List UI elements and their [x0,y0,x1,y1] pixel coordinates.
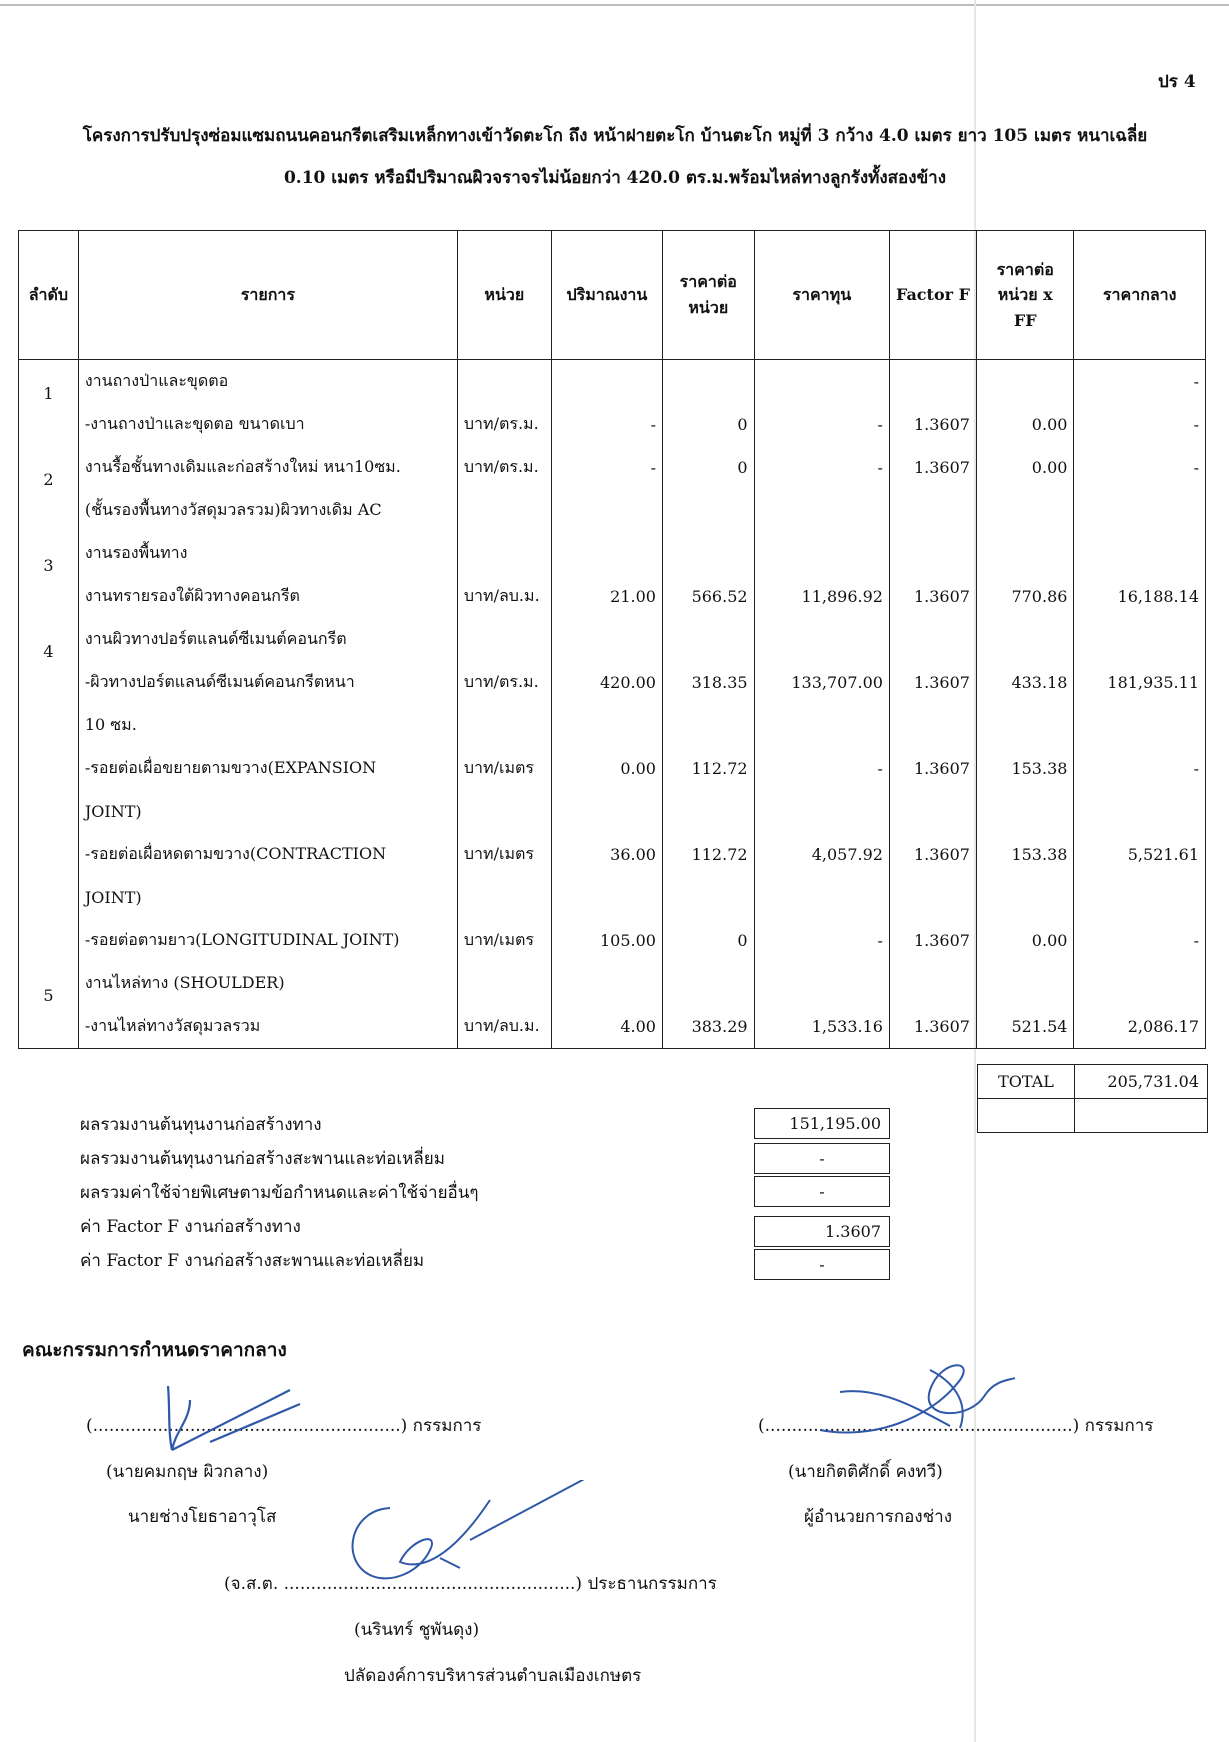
member2-signature-line: (.........................................................) กรรมการ [758,1416,1154,1436]
cell-factor [889,790,976,833]
cell-cost: 4,057.92 [754,833,889,876]
total-empty-cell [1075,1099,1208,1133]
cell-cost: - [754,403,889,446]
table-row [19,532,1206,575]
col-header-qty: ปริมาณงาน [551,231,662,360]
table-row [19,446,1206,489]
table-row [19,575,1206,618]
cell-qty [551,790,662,833]
total-value: 205,731.04 [1075,1065,1208,1099]
cell-no: 4 [19,618,79,661]
cell-qty: 36.00 [551,833,662,876]
cell-item: งานรื้อชั้นทางเดิมและก่อสร้างใหม่ หนา10ซม. [78,446,457,489]
cell-cost [754,704,889,747]
cell-ff [976,876,1073,919]
table-row [19,618,1206,661]
cell-cost: 133,707.00 [754,661,889,704]
cell-ff [976,962,1073,1005]
cell-item: -รอยต่อเผื่อขยายตามขวาง(EXPANSION [78,747,457,790]
cell-qty: - [551,403,662,446]
cell-no: 5 [19,962,79,1005]
summary-label: ค่า Factor F งานก่อสร้างสะพานและท่อเหลี่ยม [80,1251,425,1271]
cell-qty [551,962,662,1005]
cell-qty [551,704,662,747]
cell-no [19,833,79,876]
cell-item: JOINT) [78,876,457,919]
cell-price [662,790,754,833]
cell-unit: บาท/ตร.ม. [457,661,551,704]
cell-unit [457,704,551,747]
col-header-no: ลำดับ [19,231,79,360]
cell-factor [889,532,976,575]
table-row [19,704,1206,747]
summary-value: - [754,1176,890,1207]
cell-unit: บาท/ตร.ม. [457,446,551,489]
cell-cost: - [754,446,889,489]
table-row [19,360,1206,404]
cell-unit [457,790,551,833]
cell-unit: บาท/เมตร [457,919,551,962]
col-header-item: รายการ [78,231,457,360]
page-number: ปร 4 [1158,72,1196,92]
cell-ff [976,532,1073,575]
table-row [19,661,1206,704]
cell-item: 10 ซม. [78,704,457,747]
table-row [19,403,1206,446]
cell-cost [754,489,889,532]
price-table [18,230,1206,1049]
cell-qty: 0.00 [551,747,662,790]
cell-no: 1 [19,360,79,404]
cell-ff [976,790,1073,833]
cell-ff: 0.00 [976,446,1073,489]
cell-unit [457,876,551,919]
cell-unit [457,532,551,575]
cell-factor [889,360,976,404]
member1-signature-line: (.........................................................) กรรมการ [86,1416,482,1436]
cell-cost: 11,896.92 [754,575,889,618]
cell-median: 2,086.17 [1074,1005,1206,1049]
table-row [19,790,1206,833]
cell-ff: 153.38 [976,833,1073,876]
summary-label: ผลรวมงานต้นทุนงานก่อสร้างทาง [80,1115,322,1135]
cell-price [662,532,754,575]
cell-ff: 770.86 [976,575,1073,618]
summary-label: ผลรวมค่าใช้จ่ายพิเศษตามข้อกำหนดและค่าใช้จ่ายอื่นๆ [80,1183,479,1203]
cell-median [1074,962,1206,1005]
total-label: TOTAL [978,1065,1075,1099]
cell-ff: 521.54 [976,1005,1073,1049]
cell-item: JOINT) [78,790,457,833]
cell-ff [976,489,1073,532]
cell-price [662,962,754,1005]
cell-ff: 433.18 [976,661,1073,704]
cell-median: 181,935.11 [1074,661,1206,704]
cell-ff: 153.38 [976,747,1073,790]
cell-no [19,575,79,618]
cell-median: - [1074,747,1206,790]
cell-median [1074,876,1206,919]
cell-factor: 1.3607 [889,403,976,446]
col-header-cost: ราคาทุน [754,231,889,360]
signature-member2 [810,1350,1030,1440]
cell-qty: 4.00 [551,1005,662,1049]
cell-unit: บาท/ลบ.ม. [457,575,551,618]
table-row [19,1005,1206,1049]
cell-no [19,876,79,919]
document-title-line-1: โครงการปรับปรุงซ่อมแซมถนนคอนกรีตเสริมเหล็กทางเข้าวัดตะโก ถึง หน้าฝายตะโก บ้านตะโก หมู่ที่ 3 กว้าง 4.0 เมตร ยาว 105 เมตร หนาเฉลี่ย [82,126,1148,146]
cell-price: 0 [662,403,754,446]
cell-unit [457,618,551,661]
cell-median: - [1074,403,1206,446]
cell-price [662,360,754,404]
cell-qty: 105.00 [551,919,662,962]
summary-label: ผลรวมงานต้นทุนงานก่อสร้างสะพานและท่อเหลี่ยม [80,1149,445,1169]
table-row [19,919,1206,962]
cell-factor: 1.3607 [889,1005,976,1049]
cell-factor [889,489,976,532]
cell-price [662,618,754,661]
cell-no: 3 [19,532,79,575]
cell-qty: 420.00 [551,661,662,704]
cell-cost [754,790,889,833]
table-row [19,747,1206,790]
cell-item: งานผิวทางปอร์ตแลนด์ซีเมนต์คอนกรีต [78,618,457,661]
cell-factor [889,618,976,661]
cell-price: 566.52 [662,575,754,618]
cell-unit [457,489,551,532]
col-header-price-ff: ราคาต่อ หน่วย x FF [976,231,1073,360]
cell-cost [754,360,889,404]
cell-no [19,403,79,446]
total-empty-cell [978,1099,1075,1133]
member2-name: (นายกิตติศักดิ์ คงทวี) [788,1462,943,1482]
table-row [19,489,1206,532]
cell-factor [889,704,976,747]
cell-no [19,919,79,962]
cell-price [662,704,754,747]
cell-price [662,489,754,532]
cell-price [662,876,754,919]
summary-value: 1.3607 [754,1216,890,1247]
cell-unit: บาท/เมตร [457,747,551,790]
cell-median [1074,790,1206,833]
cell-item: งานทรายรองใต้ผิวทางคอนกรีต [78,575,457,618]
cell-ff: 0.00 [976,403,1073,446]
cell-price: 318.35 [662,661,754,704]
cell-unit [457,360,551,404]
cell-item: งานถางป่าและขุดตอ [78,360,457,404]
cell-qty [551,489,662,532]
cell-item: (ชั้นรองพื้นทางวัสดุมวลรวม)ผิวทางเดิม AC [78,489,457,532]
cell-price: 112.72 [662,833,754,876]
cell-cost [754,532,889,575]
cell-cost: - [754,919,889,962]
cell-qty [551,360,662,404]
cell-item: งานรองพื้นทาง [78,532,457,575]
table-row [19,833,1206,876]
summary-labels [80,1108,479,1278]
member2-position: ผู้อำนวยการกองช่าง [804,1507,953,1527]
cell-factor: 1.3607 [889,575,976,618]
cell-ff [976,618,1073,661]
cell-factor [889,962,976,1005]
cell-unit: บาท/ลบ.ม. [457,1005,551,1049]
cell-median [1074,618,1206,661]
cell-median: - [1074,446,1206,489]
cell-cost [754,962,889,1005]
document-title-line-2: 0.10 เมตร หรือมีปริมาณผิวจราจรไม่น้อยกว่า 420.0 ตร.ม.พร้อมไหล่ทางลูกรังทั้งสองข้าง [283,168,947,188]
cell-cost: - [754,747,889,790]
cell-factor: 1.3607 [889,661,976,704]
cell-cost [754,876,889,919]
cell-no [19,747,79,790]
cell-item: -รอยต่อเผื่อหดตามขวาง(CONTRACTION [78,833,457,876]
chair-position: ปลัดองค์การบริหารส่วนตำบลเมืองเกษตร [344,1666,642,1686]
cell-median: - [1074,919,1206,962]
cell-item: -งานไหล่ทางวัสดุมวลรวม [78,1005,457,1049]
signature-chair [330,1480,590,1590]
cell-qty [551,532,662,575]
col-header-unit-price: ราคาต่อ หน่วย [662,231,754,360]
cell-no [19,661,79,704]
cell-qty [551,618,662,661]
cell-no [19,1005,79,1049]
cell-no [19,704,79,747]
cell-ff: 0.00 [976,919,1073,962]
cell-unit: บาท/เมตร [457,833,551,876]
cell-median: 5,521.61 [1074,833,1206,876]
cell-qty: - [551,446,662,489]
table-body [19,360,1206,1049]
table-row [19,962,1206,1005]
summary-label: ค่า Factor F งานก่อสร้างทาง [80,1217,301,1237]
cell-median: 16,188.14 [1074,575,1206,618]
summary-value: - [754,1249,890,1280]
cell-factor: 1.3607 [889,833,976,876]
member1-position: นายช่างโยธาอาวุโส [128,1507,277,1527]
table-header-row [19,231,1206,360]
cell-factor: 1.3607 [889,747,976,790]
cell-item: -งานถางป่าและขุดตอ ขนาดเบา [78,403,457,446]
cell-no [19,790,79,833]
cell-price: 383.29 [662,1005,754,1049]
cell-qty [551,876,662,919]
total-box [977,1064,1208,1133]
cell-median [1074,532,1206,575]
col-header-unit: หน่วย [457,231,551,360]
cell-cost: 1,533.16 [754,1005,889,1049]
cell-median: - [1074,360,1206,404]
cell-ff [976,704,1073,747]
cell-no: 2 [19,446,79,489]
cell-item: -ผิวทางปอร์ตแลนด์ซีเมนต์คอนกรีตหนา [78,661,457,704]
member1-name: (นายคมกฤษ ผิวกลาง) [106,1462,269,1482]
col-header-factor: Factor F [889,231,976,360]
cell-factor: 1.3607 [889,446,976,489]
chair-signature-line: (จ.ส.ต. ......................................................) ประธานกรรมการ [224,1574,717,1594]
summary-value: - [754,1143,890,1174]
scan-top-border [0,4,1229,6]
cell-factor: 1.3607 [889,919,976,962]
table-row [19,876,1206,919]
cell-no [19,489,79,532]
col-header-median-price: ราคากลาง [1074,231,1206,360]
cell-item: งานไหล่ทาง (SHOULDER) [78,962,457,1005]
cell-price: 0 [662,919,754,962]
cell-ff [976,360,1073,404]
signature-member1 [150,1380,310,1460]
cell-qty: 21.00 [551,575,662,618]
committee-heading: คณะกรรมการกำหนดราคากลาง [22,1339,287,1361]
cell-unit: บาท/ตร.ม. [457,403,551,446]
cell-item: -รอยต่อตามยาว(LONGITUDINAL JOINT) [78,919,457,962]
chair-name: (นรินทร์ ชูพันดุง) [354,1620,480,1640]
cell-price: 112.72 [662,747,754,790]
cell-unit [457,962,551,1005]
cell-median [1074,704,1206,747]
summary-value: 151,195.00 [754,1108,890,1139]
cell-cost [754,618,889,661]
cell-median [1074,489,1206,532]
cell-price: 0 [662,446,754,489]
cell-factor [889,876,976,919]
